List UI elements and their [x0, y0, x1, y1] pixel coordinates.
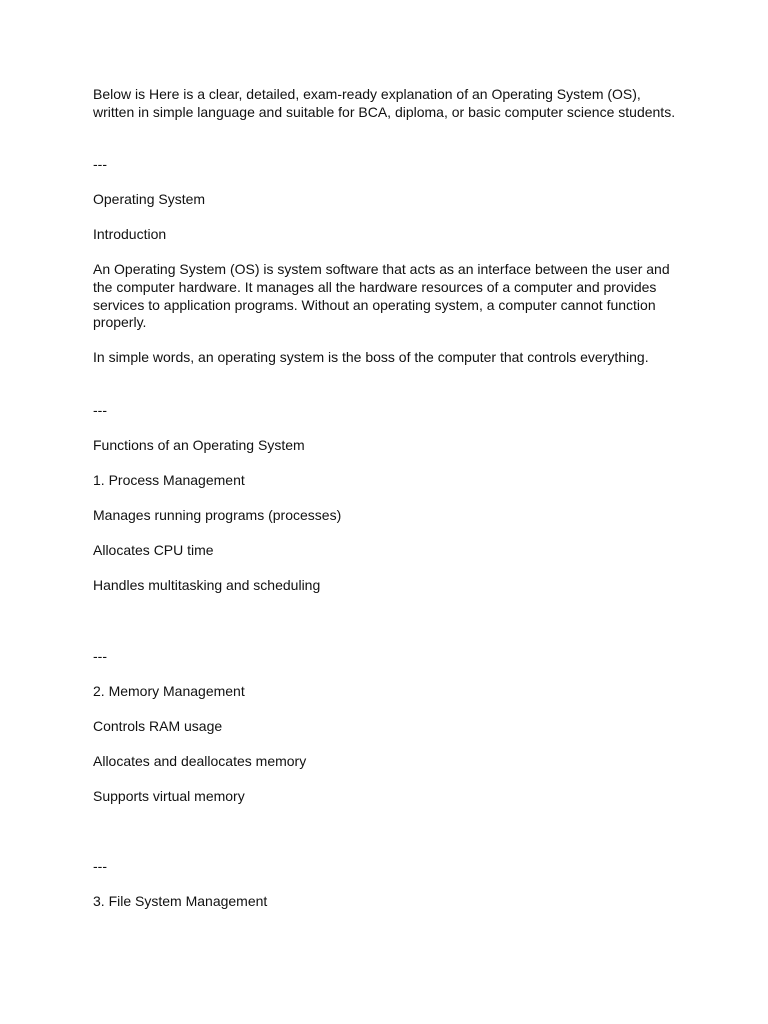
- section-heading-process-management: 1. Process Management: [93, 472, 245, 489]
- section-heading-memory-management: 2. Memory Management: [93, 682, 245, 699]
- definition-paragraph: An Operating System (OS) is system software that acts as an interface between the user and the computer hardware. It manages all the hardware resources of a computer and provides services to application programs. Without an operating system, a computer cannot function properly.: [93, 261, 670, 331]
- summary-paragraph: In simple words, an operating system is the boss of the computer that controls everything.: [93, 349, 649, 366]
- separator: ---: [93, 401, 107, 418]
- separator: ---: [93, 857, 107, 874]
- document-title: Operating System: [93, 191, 206, 208]
- introduction-heading: Introduction: [93, 226, 167, 243]
- section-heading-file-system-management: 3. File System Management: [93, 893, 268, 910]
- list-item: Allocates and deallocates memory: [93, 752, 307, 769]
- functions-heading: Functions of an Operating System: [93, 437, 305, 454]
- separator: ---: [93, 156, 107, 173]
- separator: ---: [93, 647, 107, 664]
- list-item: Controls RAM usage: [93, 717, 223, 734]
- list-item: Manages running programs (processes): [93, 507, 342, 524]
- list-item: Allocates CPU time: [93, 542, 214, 559]
- list-item: Handles multitasking and scheduling: [93, 577, 321, 594]
- list-item: Supports virtual memory: [93, 787, 245, 804]
- document-page: [93, 86, 683, 928]
- intro-paragraph: Below is Here is a clear, detailed, exam-ready explanation of an Operating System (OS), written in simple language and suitable for BCA, diploma, or basic computer science students.: [93, 86, 676, 120]
